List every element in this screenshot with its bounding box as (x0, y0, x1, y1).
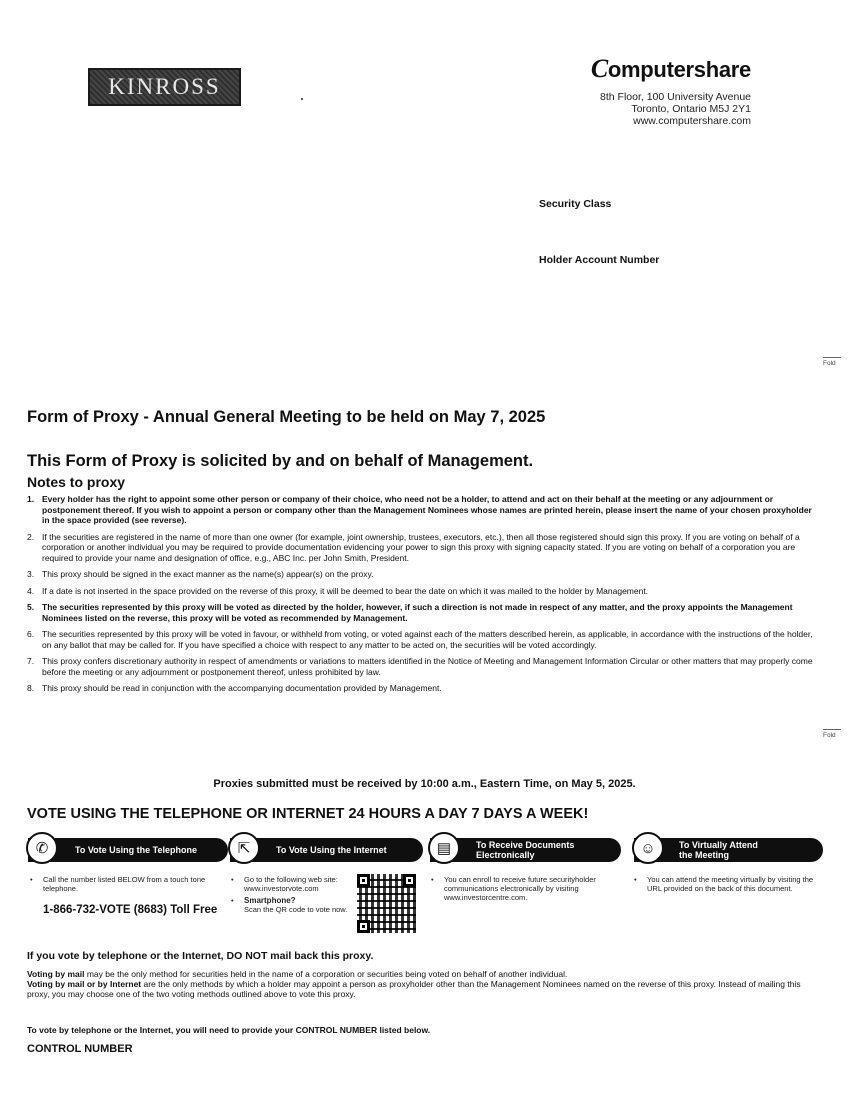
note-number: 3. (27, 569, 35, 579)
mail-voting-text: may be the only method for securities held in the name of a corporation or securities being voted on behalf of another individual. (84, 969, 568, 979)
attend-title-line1: To Virtually Attend (679, 840, 758, 850)
control-number-label: CONTROL NUMBER (27, 1043, 133, 1055)
kinross-logo-text: KINROSS (108, 74, 221, 99)
qr-code (357, 874, 416, 933)
fold-mark-bottom: Fold (823, 729, 841, 739)
computershare-logo-initial: C (590, 54, 608, 83)
note-item (27, 586, 817, 597)
holder-account-label: Holder Account Number (539, 254, 660, 266)
note-number: 2. (27, 531, 35, 542)
internet-instruction: Go to the following web site: www.investorvote.com (244, 875, 338, 893)
note-text: The securities represented by this proxy will be voted as directed by the holder, however, if such a direction is not made in respect of any matter, and the proxy appoints the Management Nominees listed on the reverse, this proxy will be voted as recommended by Management. (42, 602, 793, 623)
internet-method-title: To Vote Using the Internet (276, 845, 387, 855)
computershare-address (600, 91, 751, 127)
attend-method-body (634, 875, 819, 893)
note-text: This proxy confers discretionary authority in respect of amendments or variations to matters identified in the Notice of Meeting and Management Information Circular or other matters that may properly come before the meeting or any adjournment or postponement thereof, unless prohibited by law. (42, 656, 813, 677)
note-item (27, 683, 817, 694)
documents-title-line1: To Receive Documents (476, 840, 575, 850)
note-text: This proxy should be signed in the exact manner as the name(s) appear(s) on the proxy. (42, 569, 374, 579)
mail-internet-voting-text: are the only methods by which a holder may appoint a person as proxyholder other than the Management Nominees named on the reverse of this proxy. Instead of mailing this proxy, you may choose one of the two voting methods outlined above to vote this proxy. (27, 979, 801, 999)
note-number: 8. (27, 683, 35, 693)
address-line-2: Toronto, Ontario M5J 2Y1 (631, 103, 751, 115)
note-number: 6. (27, 629, 35, 639)
address-line-1: 8th Floor, 100 University Avenue (600, 91, 751, 103)
documents-instruction: You can enroll to receive future securityholder communications electronically by visiting www.investorcentre.com. (444, 875, 596, 902)
internet-method-header (230, 838, 423, 862)
proxy-deadline: Proxies submitted must be received by 10:00 a.m., Eastern Time, on May 5, 2025. (213, 778, 636, 790)
note-item (27, 602, 817, 623)
note-text: The securities represented by this proxy will be voted in favour, or withheld from voting, or voted against each of the matters described herein, as applicable, in accordance with the instructions of the holder, on any ballot that may be called for. If you have specified a choice with respect to any matter to be acted on, the securities will be voted accordingly. (42, 629, 813, 650)
attend-title-line2: the Meeting (679, 850, 730, 860)
cursor-window-icon: ⇱ (228, 832, 260, 864)
mail-voting-bold: Voting by mail (27, 969, 85, 979)
bullet: • (30, 875, 33, 884)
note-item (27, 569, 817, 580)
smartphone-label: Smartphone? (244, 896, 296, 905)
note-item (27, 494, 817, 526)
vote-heading: VOTE USING THE TELEPHONE OR INTERNET 24 HOURS A DAY 7 DAYS A WEEK! (27, 806, 589, 822)
note-number: 1. (27, 494, 35, 504)
note-number: 7. (27, 656, 35, 666)
note-number: 5. (27, 602, 35, 612)
security-class-label: Security Class (539, 198, 612, 210)
stray-mark (301, 98, 303, 100)
computershare-logo (591, 54, 751, 84)
toll-free-number: 1-866-732-VOTE (8683) Toll Free (43, 904, 218, 916)
bullet: • (231, 896, 234, 905)
notes-list (27, 494, 817, 700)
document-icon: ▤ (428, 832, 460, 864)
smartphone-instruction: Scan the QR code to vote now. (244, 905, 348, 914)
bullet: • (634, 875, 637, 884)
bullet: • (431, 875, 434, 884)
note-text: If a date is not inserted in the space provided on the reverse of this proxy, it will be deemed to bear the date on which it was mailed to the holder by Management. (42, 585, 649, 596)
telephone-instruction: Call the number listed BELOW from a touch tone telephone. (43, 875, 206, 893)
fold-mark-top: Fold (823, 357, 841, 367)
computershare-logo-text: omputershare (607, 57, 751, 82)
attend-instruction: You can attend the meeting virtually by visiting the URL provided on the back of this document. (647, 875, 814, 893)
note-text: Every holder has the right to appoint some other person or company of their choice, who need not be a holder, to attend and act on their behalf at the meeting or any adjournment or postponement thereof. If you wish to appoint a person or company other than the Management Nominees whose names are printed herein, please insert the name of your chosen proxyholder in the space provided (see reverse). (42, 494, 812, 525)
telephone-method-body (30, 875, 210, 893)
control-number-note: To vote by telephone or the Internet, you will need to provide your CONTROL NUMBER listed below. (27, 1025, 431, 1035)
internet-method-body (231, 875, 349, 914)
mail-voting-paragraph (27, 969, 817, 999)
attend-method-header (634, 838, 823, 862)
documents-method-title (476, 840, 574, 860)
attend-method-title (679, 840, 758, 860)
note-text: If the securities are registered in the name of more than one owner (for example, joint ownership, trustees, executors, etc.), then all those registered should sign this proxy. If you are voting on behalf of a corporation or another individual you may be required to provide documentation evidencing your power to sign this proxy with signing capacity stated. If you are voting on behalf of a corporation you are required to provide your name and designation of office, e.g., ABC Inc. per John Smith, President. (42, 531, 800, 563)
telephone-method-title: To Vote Using the Telephone (75, 845, 198, 855)
address-line-3: www.computershare.com (633, 115, 751, 127)
person-screen-icon: ☺ (632, 832, 664, 864)
form-title: Form of Proxy - Annual General Meeting to be held on May 7, 2025 (27, 408, 546, 426)
note-item (27, 656, 817, 677)
kinross-logo (88, 68, 241, 106)
documents-title-line2: Electronically (476, 850, 535, 860)
documents-method-body (431, 875, 616, 902)
documents-method-header (430, 838, 621, 862)
phone-icon: ✆ (26, 832, 58, 864)
solicit-heading: This Form of Proxy is solicited by and on behalf of Management. (27, 452, 534, 470)
notes-heading: Notes to proxy (27, 474, 126, 490)
mail-internet-voting-bold: Voting by mail or by Internet (27, 979, 142, 989)
note-text: This proxy should be read in conjunction with the accompanying documentation provided by Management. (42, 683, 442, 693)
do-not-mail-notice: If you vote by telephone or the Internet, DO NOT mail back this proxy. (27, 950, 374, 962)
note-item (27, 629, 817, 650)
bullet: • (231, 875, 234, 884)
telephone-method-header (28, 838, 228, 862)
note-number: 4. (27, 585, 35, 596)
note-item (27, 532, 817, 564)
